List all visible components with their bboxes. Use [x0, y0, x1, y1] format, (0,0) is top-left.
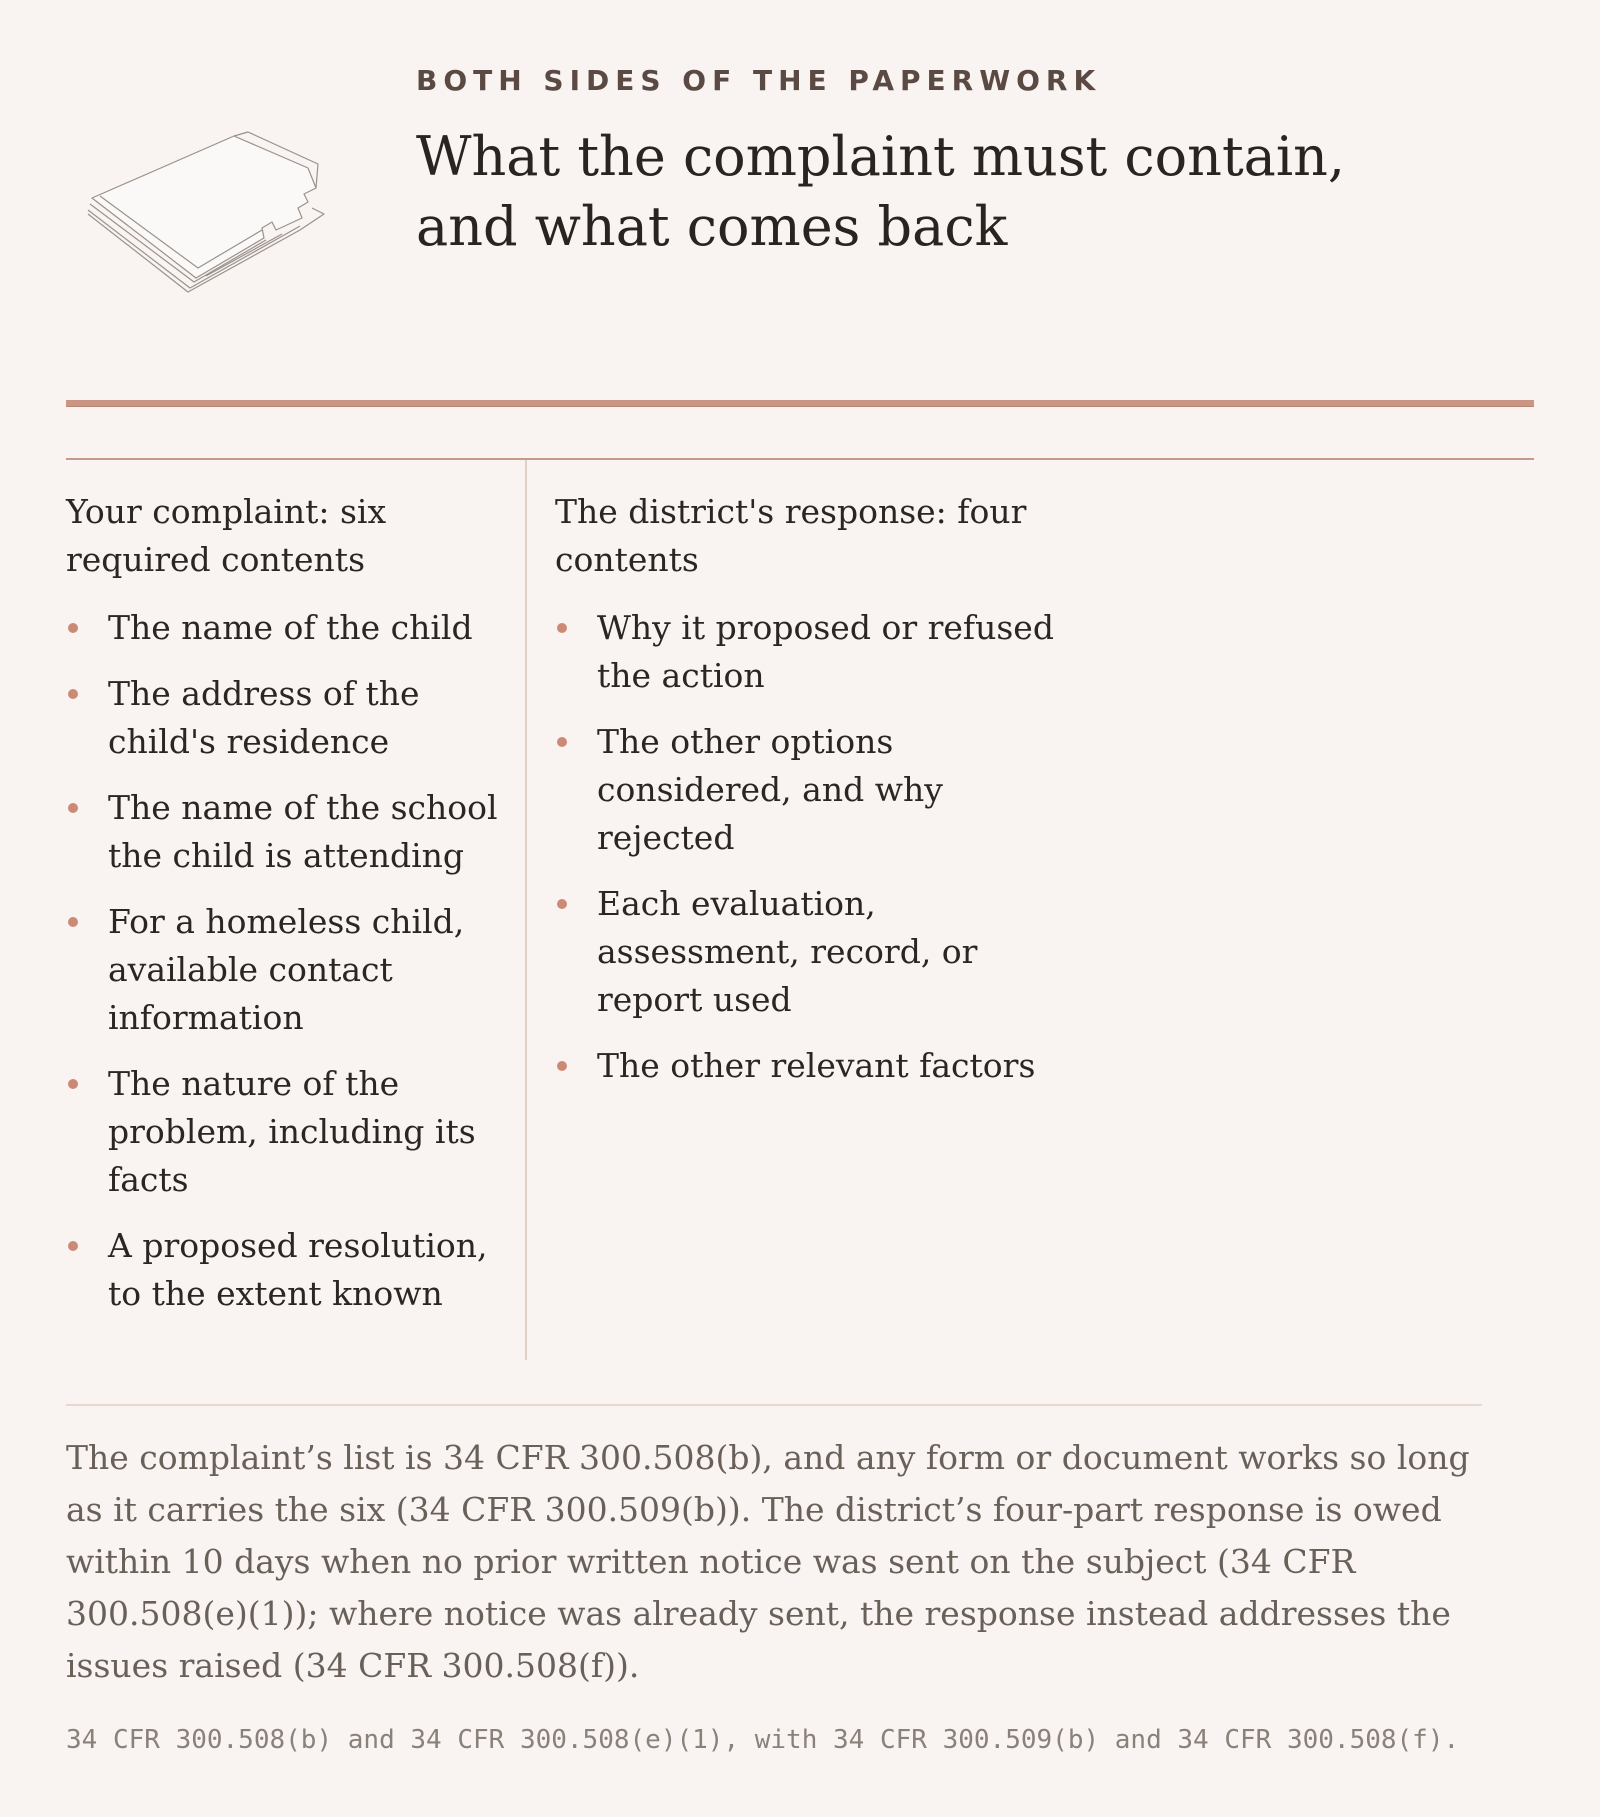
source-citation: 34 CFR 300.508(b) and 34 CFR 300.508(e)(1), with 34 CFR 300.509(b) and 34 CFR 300.508(f). [66, 1725, 1460, 1755]
list-item-text: For a homeless child, available contact information [108, 902, 465, 1037]
list-item-text: Why it proposed or refused the action [597, 608, 1054, 695]
list-item-text: The name of the child [108, 608, 473, 647]
eyebrow-label: BOTH SIDES OF THE PAPERWORK [416, 64, 1102, 97]
bullet-icon [557, 899, 567, 909]
bullet-icon [68, 1241, 78, 1251]
bullet-icon [68, 803, 78, 813]
list-item [66, 1222, 506, 1318]
list-item [66, 1060, 506, 1204]
list-item-text: The other relevant factors [597, 1046, 1036, 1085]
complaint-contents-list [66, 604, 506, 1318]
list-item [66, 898, 506, 1042]
list-item [66, 670, 506, 766]
list-item [555, 880, 1075, 1024]
complaint-column [66, 480, 506, 1336]
column-divider [525, 460, 527, 1360]
header [0, 0, 1600, 300]
table-top-rule [66, 458, 1534, 460]
list-item-text: Each evaluation, assessment, record, or report used [597, 884, 978, 1019]
footnote-paragraph: The complaint’s list is 34 CFR 300.508(b), and any form or document works so long as it carries the six (34 CFR 300.509(b)). The district’s four-part response is owed within 10 days when no prior written notice was sent on the subject (34 CFR 300.508(e)(1)); where notice was already sent, the response instead addresses the issues raised (34 CFR 300.508(f)). [66, 1438, 1470, 1685]
response-column [555, 480, 1075, 1108]
list-item [555, 1042, 1075, 1090]
list-item-text: A proposed resolution, to the extent known [108, 1226, 488, 1313]
response-contents-list [555, 604, 1075, 1090]
page-title: What the complaint must contain, and what comes back [416, 125, 1346, 258]
bullet-icon [557, 737, 567, 747]
bullet-icon [68, 689, 78, 699]
list-item-text: The name of the school the child is attending [108, 788, 498, 875]
bullet-icon [68, 1079, 78, 1089]
list-item [555, 604, 1075, 700]
folder-stack-icon [86, 126, 338, 296]
bullet-icon [557, 623, 567, 633]
top-divider [66, 400, 1534, 407]
list-item-text: The nature of the problem, including its facts [108, 1064, 476, 1199]
list-item-text: The other options considered, and why rejected [597, 722, 943, 857]
bullet-icon [557, 1061, 567, 1071]
bottom-divider [66, 1404, 1482, 1406]
list-item [66, 784, 506, 880]
complaint-column-heading: Your complaint: six required contents [66, 492, 387, 579]
bullet-icon [68, 623, 78, 633]
list-item [555, 718, 1075, 862]
list-item-text: The address of the child's residence [108, 674, 420, 761]
response-column-heading: The district's response: four contents [555, 492, 1027, 579]
bullet-icon [68, 917, 78, 927]
list-item [66, 604, 506, 652]
